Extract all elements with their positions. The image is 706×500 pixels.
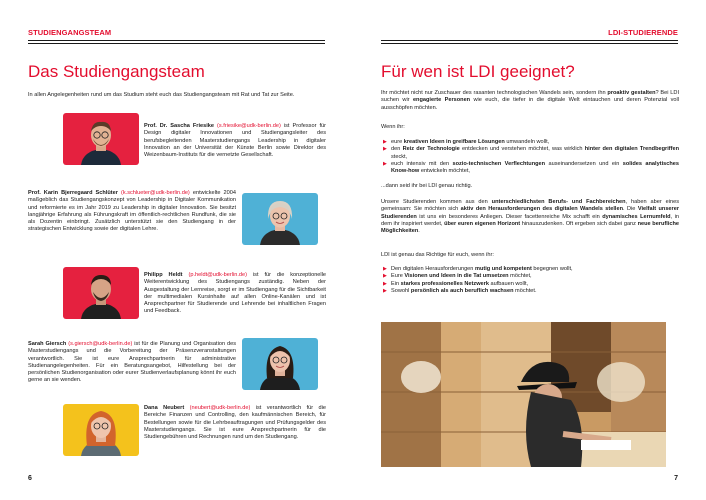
member-name: Philipp Heldt — [144, 272, 183, 278]
text-run-bold: über euren eigenen Horizont — [444, 220, 521, 227]
page-title: Für wen ist LDI geeignet? — [381, 62, 575, 81]
text-run: , haben aber eines gemeinsam: Sie möchten sich — [381, 199, 679, 213]
member-text: ist verantwortlich für die Bereiche Finanzen und Controlling, den kaufmännischen Bereich, für Bestellungen sowie für die Lehrbeauftragungen und Prüfungsgelder des Masterstudiengangs. Sie ist eure Ansprechpartnerin für die Studiengebühren und Rechnungen rund um den Studiengang. — [144, 405, 326, 441]
text-run: wie euch, die tiefer in die digitale Welt eintauchen und deren Potenzial voll ausschöpfen möchten. — [381, 97, 679, 111]
intro-text: In allen Angelegenheiten rund um das Studium steht euch das Studiengangsteam mit Rat und Tat zur Seite. — [28, 92, 295, 98]
header-rule-2 — [28, 43, 325, 44]
text-run: Eure — [391, 273, 405, 280]
member-bio — [144, 272, 326, 316]
text-run: Ihr möchtet nicht nur Zuschauer des rasanten technologischen Wandels sein, sondern ihn — [381, 90, 608, 96]
intro-paragraph — [381, 90, 679, 112]
text-run: möchtet. — [513, 287, 537, 294]
text-run: auseinandersetzen und ein — [545, 160, 623, 167]
text-run-bold: mutig und kompetent — [474, 266, 532, 272]
text-run-bold: dynamisches Lernumfeld — [602, 213, 671, 220]
text-run: ? Bei LDI suchen wir — [381, 90, 679, 104]
text-run-bold: starkes professionelles Netzwerk — [400, 280, 489, 287]
portrait-photo — [242, 193, 318, 245]
member-bio — [144, 405, 326, 441]
list-item — [381, 266, 679, 273]
lead-in-text: Wenn ihr: — [381, 124, 405, 130]
page-number: 6 — [28, 475, 32, 482]
text-run: entwickeln möchtet, — [419, 168, 470, 175]
portrait-photo — [63, 404, 139, 456]
text-run: möchtet, — [508, 273, 532, 280]
text-run: Ein — [391, 280, 401, 287]
page-title: Das Studiengangsteam — [28, 62, 205, 81]
conclusion-text: ...dann seid ihr bei LDI genau richtig. — [381, 183, 473, 189]
text-run: Sowohl — [391, 287, 411, 294]
text-run-bold: proaktiv gestalten — [607, 90, 656, 96]
text-run-bold: aktiv den Herausforderungen des digitalen Wandels stellen — [460, 206, 623, 213]
list-item — [381, 146, 679, 161]
section-header: LDI-STUDIERENDE — [608, 28, 678, 37]
text-run-bold: solides analytisches Know-how — [391, 160, 679, 175]
text-run: hinauszudenken. Oft ergeben sich dabei ganz — [520, 220, 638, 227]
member-name: Prof. Karin Bjerregaard Schlüter — [28, 190, 118, 196]
text-run: umwandeln wollt, — [504, 139, 550, 145]
member-name: Prof. Dr. Sascha Friesike — [144, 123, 215, 129]
text-run-bold: sozio-technischen Verflechtungen — [452, 160, 546, 167]
member-email[interactable]: (k.schlueter@udk-berlin.de) — [121, 190, 190, 196]
text-run: ist uns ein besonderes Anliegen. Dieser facettenreiche Mix schafft ein — [416, 213, 603, 220]
text-run: , in dem ihr inspiriert werdet, — [381, 213, 679, 227]
text-run-bold: Visionen und Ideen in die Tat umsetzen — [404, 273, 509, 280]
student-photo — [381, 322, 666, 467]
member-email[interactable]: (neubert@udk-berlin.de) — [189, 405, 251, 411]
list-item — [381, 281, 679, 288]
text-run: den — [391, 146, 403, 153]
text-run: entdecken und verstehen möchtet, was wirklich — [459, 146, 585, 153]
text-run-bold: Vielfalt unserer Studierenden — [381, 206, 680, 220]
list-item — [381, 288, 679, 295]
text-run: eure — [391, 139, 404, 145]
header-rule-2 — [381, 43, 678, 44]
list-item — [381, 161, 679, 176]
member-bio — [28, 190, 236, 234]
member-email[interactable]: (s.giersch@udk-berlin.de) — [68, 341, 133, 347]
text-run-bold: kreativen Ideen in greifbare Lösungen — [403, 139, 505, 145]
section-header: STUDIENGANGSTEAM — [28, 28, 112, 37]
text-run: begegnen wollt, — [531, 266, 573, 272]
text-run: Den digitalen Herausforderungen — [391, 266, 475, 272]
member-bio — [28, 341, 236, 385]
member-email[interactable]: (s.friesike@udk-berlin.de) — [217, 123, 281, 129]
text-run: . Die — [623, 206, 638, 213]
member-name: Sarah Giersch — [28, 341, 67, 347]
bullet-list — [381, 266, 679, 295]
member-text: ist Professor für Design digitaler Innovationen und Studiengangsleiter des berufsbegleitenden Masterstudiengangs Leadership in digitaler Innovation an der Universität der Künste Berlin sowie Direktor des Weizenbaum-Instituts für die vernetzte Gesellschaft. — [144, 123, 326, 159]
text-run: aufbauen wollt, — [488, 280, 529, 287]
list-item — [381, 139, 679, 146]
text-run: steckt, — [391, 153, 408, 160]
page-number: 7 — [674, 475, 678, 482]
bullet-list — [381, 139, 679, 175]
text-run-bold: hinter den digitalen Trendbegriffen — [584, 146, 680, 153]
text-run: Unsere Studierenden kommen aus den — [381, 199, 492, 205]
member-text: ist für die konzeptionelle Weiterentwicklung des Studiengangs zuständig. Neben der Ausgestaltung der Lernreise, sorgt er im Studiengang für die Sichtbarkeit der multimedialen Kursinhalte auf allen Online-Kanälen und ist Ansprechpartner für Studierende und Lehrende bei inhaltlichen Fragen und Feedback. — [144, 272, 327, 315]
member-email[interactable]: (p.heldt@udk-berlin.de) — [188, 272, 248, 278]
text-run-bold: neue berufliche Möglichkeiten — [381, 220, 680, 235]
text-run-bold: persönlich als auch beruflich wachsen — [410, 287, 514, 294]
portrait-photo — [63, 267, 139, 319]
member-bio — [144, 123, 326, 159]
text-run-bold: Reiz der Technologie — [402, 146, 460, 153]
text-run-bold: engagierte Personen — [412, 97, 471, 104]
students-paragraph — [381, 199, 679, 235]
text-run: . — [418, 228, 420, 235]
header-rule — [381, 40, 678, 41]
lead-in-text: LDI ist genau das Richtige für euch, wenn ihr: — [381, 252, 494, 258]
portrait-photo — [63, 113, 139, 165]
right-page — [353, 0, 706, 500]
member-text: entwickelte 2004 maßgeblich das Studiengangskonzept von Leadership in Digitaler Kommunikation und reformierte es im Jahr 2019 zu Leadership in digitaler Innovation. Sie besitzt langjährige Erfahrung als Führungskraft im öffentlich-rechtlichen Rundfunk, die sie als Dozentin einbringt. Zusätzlich unterstützt sie den Studiengang in der strategischen Entwicklung sowie der digitalen Lehre. — [28, 190, 236, 233]
text-run: euch intensiv mit den — [391, 160, 453, 167]
member-name: Dana Neubert — [144, 405, 185, 411]
member-text: ist für die Planung und Organisation des Masterstudiengangs und die Vorbereitung der Präsenzveranstaltungen verantwortlich. Sie ist eure Ansprechpartnerin für administrative Studienangelegenheiten. Für ein Beratungsangebot, Hilfestellung bei der persönlichen Studienorganisation oder eurer Studienverlaufsplanung könnt ihr euch gerne an sie wenden. — [28, 341, 236, 384]
list-item — [381, 273, 679, 280]
header-rule — [28, 40, 325, 41]
text-run-bold: unterschiedlichsten Berufs- und Fachbereichen — [491, 199, 626, 205]
portrait-photo — [242, 338, 318, 390]
